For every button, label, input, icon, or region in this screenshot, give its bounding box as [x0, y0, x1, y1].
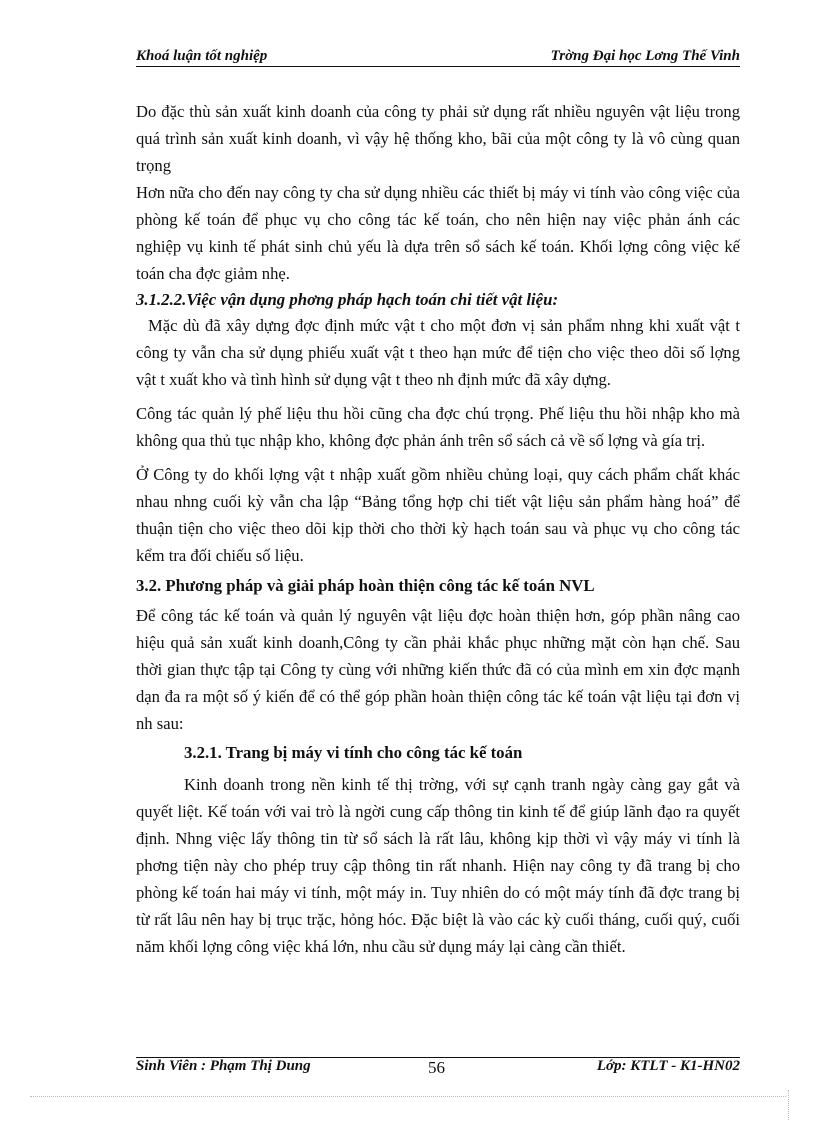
- document-body: [136, 98, 740, 960]
- paragraph-4: Công tác quản lý phế liệu thu hồi cũng cha đợc chú trọng. Phế liệu thu hồi nhập kho mà không qua thủ tục nhập kho, không đợc phản ánh trên sổ sách cả về số lợng và gía trị.: [136, 404, 740, 450]
- section-heading-3-1-2-2: 3.1.2.2.Việc vận dụng phơng pháp hạch toán chi tiết vật liệu:: [136, 290, 559, 309]
- header-left-text: Khoá luận tốt nghiệp: [136, 48, 268, 64]
- paragraph-5: Ở Công ty do khối lợng vật t nhập xuất gồm nhiều chủng loại, quy cách phẩm chất khác nhau nhng cuối kỳ vẫn cha lập “Bảng tổng hợp chi tiết vật liệu sản phẩm hàng hoá” để thuận tiện cho việc theo dõi kịp thời cho thời kỳ hạch toán sau và phục vụ cho công tác kểm tra đối chiếu số liệu.: [136, 465, 740, 565]
- paragraph-6: Để công tác kế toán và quản lý nguyên vật liệu đợc hoàn thiện hơn, góp phần nâng cao hiệu quả sản xuất kinh doanh,Công ty cần phải khắc phục những mặt còn hạn chế. Sau thời gian thực tập tại Công ty cùng với những kiến thức đã có của mình em xin đợc mạnh dạn đa ra một số ý kiến để có thể góp phần hoàn thiện công tác kế toán vật liệu tại đơn vị nh sau:: [136, 606, 740, 733]
- section-heading-3-2-1: 3.2.1. Trang bị máy vi tính cho công tác kế toán: [184, 743, 523, 762]
- paragraph-1: Do đặc thù sản xuất kinh doanh của công ty phải sử dụng rất nhiều nguyên vật liệu trong quá trình sản xuất kinh doanh, vì vậy hệ thống kho, bãi của một công ty là vô cùng quan trọng: [136, 102, 740, 175]
- page-number: 56: [428, 1058, 445, 1077]
- section-heading-3-2: 3.2. Phương pháp và giải pháp hoàn thiện công tác kế toán NVL: [136, 576, 595, 595]
- page-header: [136, 48, 740, 66]
- paragraph-3: Mặc dù đã xây dựng đợc định mức vật t cho một đơn vị sản phẩm nhng khi xuất vật t công ty vẫn cha sử dụng phiếu xuất vật t theo hạn mức để tiện cho việc theo dõi số lợng vật t xuất kho và tình hình sử dụng vật t theo nh định mức đã xây dựng.: [136, 316, 740, 389]
- header-right-text: Trờng Đại học Lơng Thế Vinh: [550, 48, 740, 64]
- header-rule: [136, 66, 740, 67]
- page-corner-dotted-line: [788, 1090, 789, 1120]
- paragraph-2: Hơn nữa cho đến nay công ty cha sử dụng nhiều các thiết bị máy vi tính vào công việc của phòng kế toán để phục vụ cho công tác kế toán, cho nên hiện nay việc phản ánh các nghiệp vụ kinh tế phát sinh chủ yếu là dựa trên sổ sách kế toán. Khối lợng công việc kế toán cha đợc giảm nhẹ.: [136, 183, 740, 283]
- paragraph-7: Kinh doanh trong nền kinh tế thị trờng, với sự cạnh tranh ngày càng gay gắt và quyết liệt. Kế toán với vai trò là ngời cung cấp thông tin kinh tế để giúp lãnh đạo ra quyết định. Nhng việc lấy thông tin từ sổ sách là rất lâu, không kịp thời vì vậy máy vi tính là phơng tiện này cho phép truy cập thông tin rất nhanh. Hiện nay công ty đã trang bị cho phòng kế toán hai máy vi tính, một máy in. Tuy nhiên do có một máy tính đã đợc trang bị từ rất lâu nên hay bị trục trặc, hỏng hóc. Đặc biệt là vào các kỳ cuối tháng, cuối quý, cuối năm khối lợng công việc khá lớn, nhu cầu sử dụng máy lại càng cần thiết.: [136, 775, 740, 956]
- page-footer: [136, 1058, 740, 1078]
- footer-student-name: Sinh Viên : Phạm Thị Dung: [136, 1058, 311, 1074]
- footer-class: Lớp: KTLT - K1-HN02: [596, 1058, 740, 1074]
- page-edge-dotted-line: [30, 1096, 786, 1097]
